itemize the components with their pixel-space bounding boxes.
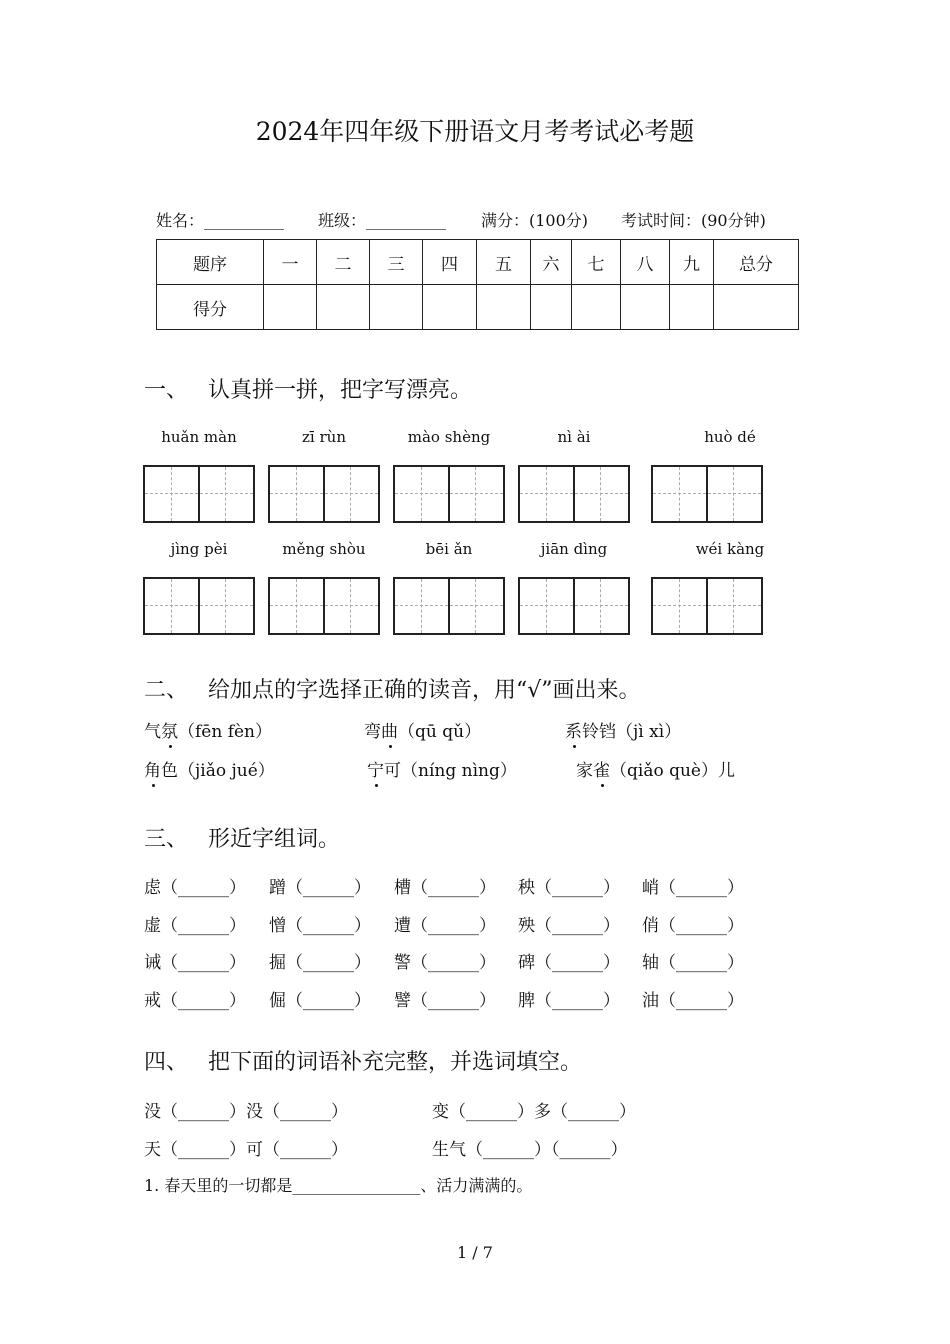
- pinyin-label: jìng pèi: [170, 540, 228, 558]
- reading-item[interactable]: [144, 717, 272, 742]
- writing-grid[interactable]: [518, 577, 630, 635]
- word-blank[interactable]: 虚（______）: [144, 916, 246, 936]
- section3-number: 三、: [144, 827, 189, 852]
- idiom-blank[interactable]: 变（______）多（______）: [432, 1102, 636, 1122]
- exam-time: 考试时间：(90分钟): [621, 211, 766, 230]
- section2-title: 给加点的字选择正确的读音，用“√”画出来。: [208, 678, 641, 703]
- word-blank[interactable]: 掘（______）: [269, 953, 371, 973]
- pinyin-label: mào shèng: [407, 428, 491, 446]
- reading-options: 色（jiǎo jué）: [161, 761, 275, 781]
- reading-item[interactable]: [367, 756, 517, 781]
- writing-grid[interactable]: [651, 577, 763, 635]
- reading-pre: 家: [576, 761, 593, 781]
- score-cell[interactable]: [264, 285, 317, 330]
- word-blank[interactable]: 秧（______）: [518, 878, 620, 898]
- reading-item[interactable]: [565, 717, 681, 742]
- score-col: 五: [477, 240, 531, 285]
- pinyin-label: jiān dìng: [540, 540, 608, 558]
- page-number: 1 / 7: [457, 1243, 493, 1262]
- score-col-total: 总分: [714, 240, 799, 285]
- section1-title: 认真拼一拼，把字写漂亮。: [208, 378, 473, 403]
- score-cell[interactable]: [670, 285, 714, 330]
- reading-item[interactable]: [144, 756, 275, 781]
- score-table-header-row: [157, 240, 799, 285]
- score-col: 二: [317, 240, 370, 285]
- word-blank[interactable]: 碑（______）: [518, 953, 620, 973]
- score-cell[interactable]: [370, 285, 423, 330]
- page-title: 2024年四年级下册语文月考考试必考题: [255, 117, 695, 146]
- dotted-char: 雀: [593, 756, 610, 781]
- score-table: [156, 239, 799, 330]
- word-blank[interactable]: 譬（______）: [394, 991, 496, 1011]
- word-blank[interactable]: 脾（______）: [518, 991, 620, 1011]
- word-blank[interactable]: 轴（______）: [642, 953, 744, 973]
- writing-grid[interactable]: [651, 465, 763, 523]
- score-col: 三: [370, 240, 423, 285]
- score-cell[interactable]: [477, 285, 531, 330]
- writing-grid[interactable]: [393, 465, 505, 523]
- pinyin-label: bēi ǎn: [425, 540, 473, 558]
- word-blank[interactable]: 遭（______）: [394, 916, 496, 936]
- fill-question[interactable]: 1. 春天里的一切都是________________、活力满满的。: [144, 1176, 533, 1195]
- section4-title: 把下面的词语补充完整，并选词填空。: [208, 1050, 583, 1075]
- score-table-score-row: [157, 285, 799, 330]
- writing-grid[interactable]: [143, 577, 255, 635]
- score-cell[interactable]: [317, 285, 370, 330]
- score-col: 九: [670, 240, 714, 285]
- word-blank[interactable]: 警（______）: [394, 953, 496, 973]
- word-blank[interactable]: 戒（______）: [144, 991, 246, 1011]
- class-field[interactable]: 班级：__________: [318, 211, 447, 230]
- section3-heading: [144, 822, 340, 853]
- section2-number: 二、: [144, 678, 189, 703]
- score-cell[interactable]: [423, 285, 477, 330]
- section4-number: 四、: [144, 1050, 189, 1075]
- reading-item[interactable]: [364, 717, 481, 742]
- score-col: 七: [572, 240, 621, 285]
- word-blank[interactable]: 诫（______）: [144, 953, 246, 973]
- idiom-blank[interactable]: 生气（______）（______）: [432, 1140, 628, 1160]
- reading-options: （fēn fèn）: [178, 722, 273, 742]
- reading-pre: 弯: [364, 722, 381, 742]
- pinyin-label: zī rùn: [302, 428, 346, 446]
- dotted-char: 宁: [367, 756, 384, 781]
- score-col: 六: [531, 240, 572, 285]
- dotted-char: 系: [565, 717, 582, 742]
- name-field[interactable]: 姓名：__________: [156, 211, 285, 230]
- score-cell[interactable]: [572, 285, 621, 330]
- score-cell[interactable]: [714, 285, 799, 330]
- idiom-blank[interactable]: 没（______）没（______）: [144, 1102, 348, 1122]
- score-table-header-label: 题序: [157, 240, 264, 285]
- dotted-char: 角: [144, 756, 161, 781]
- writing-grid[interactable]: [268, 577, 380, 635]
- pinyin-label: wéi kàng: [695, 540, 765, 558]
- word-blank[interactable]: 峭（______）: [642, 878, 744, 898]
- reading-pre: 气: [144, 722, 161, 742]
- section4-heading: [144, 1045, 582, 1076]
- pinyin-label: nì ài: [557, 428, 591, 446]
- idiom-blank[interactable]: 天（______）可（______）: [144, 1140, 348, 1160]
- word-blank[interactable]: 虑（______）: [144, 878, 246, 898]
- word-blank[interactable]: 殃（______）: [518, 916, 620, 936]
- pinyin-label: měng shòu: [282, 540, 366, 558]
- full-score: 满分：(100分): [481, 211, 589, 230]
- dotted-char: 氛: [161, 717, 178, 742]
- score-cell[interactable]: [531, 285, 572, 330]
- word-blank[interactable]: 油（______）: [642, 991, 744, 1011]
- word-blank[interactable]: 憎（______）: [269, 916, 371, 936]
- word-blank[interactable]: 倔（______）: [269, 991, 371, 1011]
- writing-grid[interactable]: [518, 465, 630, 523]
- reading-options: （qiǎo què）儿: [610, 761, 735, 781]
- score-col: 四: [423, 240, 477, 285]
- writing-grid[interactable]: [143, 465, 255, 523]
- section2-heading: [144, 673, 641, 704]
- reading-options: 铃铛（jì xì）: [582, 722, 682, 742]
- pinyin-label: huò dé: [704, 428, 756, 446]
- section1-heading: [144, 373, 472, 404]
- score-table-row-label: 得分: [157, 285, 264, 330]
- pinyin-label: huǎn màn: [161, 428, 237, 446]
- section3-title: 形近字组词。: [208, 827, 341, 852]
- writing-grid[interactable]: [393, 577, 505, 635]
- word-blank[interactable]: 蹭（______）: [269, 878, 371, 898]
- reading-options: 可（níng nìng）: [384, 761, 517, 781]
- reading-item[interactable]: [576, 756, 735, 781]
- score-cell[interactable]: [621, 285, 670, 330]
- reading-options: （qū qǔ）: [398, 722, 482, 742]
- word-blank[interactable]: 槽（______）: [394, 878, 496, 898]
- score-col: 一: [264, 240, 317, 285]
- writing-grid[interactable]: [268, 465, 380, 523]
- score-col: 八: [621, 240, 670, 285]
- word-blank[interactable]: 俏（______）: [642, 916, 744, 936]
- dotted-char: 曲: [381, 717, 398, 742]
- section1-number: 一、: [144, 378, 189, 403]
